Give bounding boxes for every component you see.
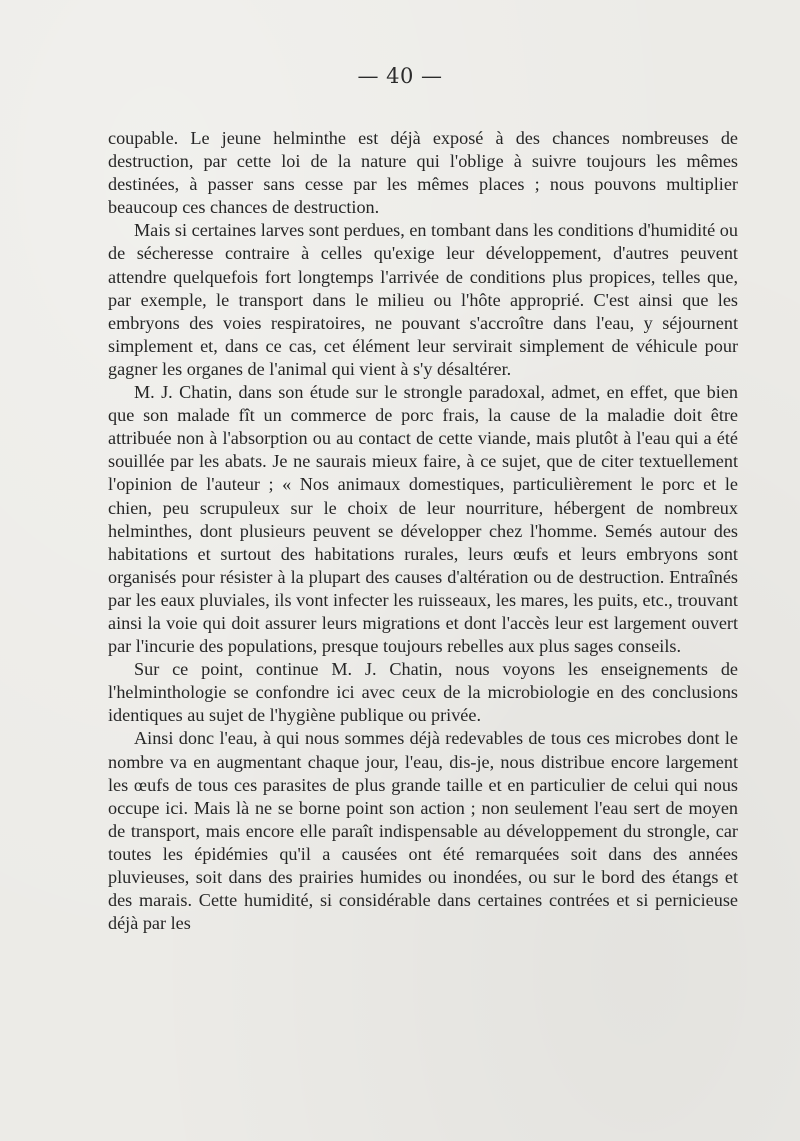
paragraph-larves: Mais si certaines larves sont perdues, en tombant dans les conditions d'humidité ou de sécheresse contraire à celles qu'exige leur développement, d'autres peuvent attendre quelquefois fort longtemps l'arrivée de conditions plus propices, telles que, par exemple, le transport dans le milieu ou l'hôte approprié. C'est ainsi que les embryons des voies respiratoires, ne pouvant s'accroître dans l'eau, y séjournent simplement et, dans ce cas, cet élément leur servirait simplement de véhicule pour gagner les organes de l'animal qui vient à s'y désaltérer.	[108, 220, 738, 379]
paragraph-eau: Ainsi donc l'eau, à qui nous sommes déjà redevables de tous ces microbes dont le nombre va en augmentant chaque jour, l'eau, dis-je, nous distribue encore largement les œufs de tous ces parasites de plus grande taille et en particulier de celui qui nous occupe ici. Mais là ne se borne point son action ; non seulement l'eau sert de moyen de transport, mais encore elle paraît indispensable au développement du strongle, car toutes les épidémies qu'il a causées ont été remarquées soit dans des années pluvieuses, soit dans des prairies humides ou inondées, ou sur le bord des étangs et des marais. Cette humidité, si considérable dans certaines contrées et si pernicieuse déjà par les	[108, 728, 738, 934]
body-text	[108, 127, 738, 935]
page-number: — 40 —	[357, 64, 443, 88]
paragraph-continuation: coupable. Le jeune helminthe est déjà exposé à des chances nombreuses de destruction, par cette loi de la nature qui l'oblige à suivre toujours les mêmes destinées, à passer sans cesse par les mêmes places ; nous pouvons multiplier beaucoup ces chances de destruction.	[108, 128, 738, 218]
paragraph-helminthologie: Sur ce point, continue M. J. Chatin, nous voyons les enseignements de l'helminthologie se confondre ici avec ceux de la microbiologie en des conclusions identiques au sujet de l'hygiène publique ou privée.	[108, 659, 738, 726]
paragraph-chatin-strongle: M. J. Chatin, dans son étude sur le strongle paradoxal, admet, en effet, que bien que son malade fît un commerce de porc frais, la cause de la maladie doit être attribuée non à l'absorption ou au contact de cette viande, mais plutôt à l'eau qui a été souillée par les abats. Je ne saurais mieux faire, à ce sujet, que de citer textuellement l'opinion de l'auteur ; « Nos animaux domestiques, particulièrement le porc et le chien, peu scrupuleux sur le choix de leur nourriture, hébergent de nombreux helminthes, dont plusieurs peuvent se développer chez l'homme. Semés autour des habitations et surtout des habitations rurales, leurs œufs et leurs embryons sont organisés pour résister à la plupart des causes d'altération ou de destruction. Entraînés par les eaux pluviales, ils vont infecter les ruisseaux, les mares, les puits, etc., trouvant ainsi la voie qui doit assurer leurs migrations et dont l'accès leur est largement ouvert par l'incurie des populations, presque toujours rebelles aux plus sages conseils.	[108, 382, 738, 657]
